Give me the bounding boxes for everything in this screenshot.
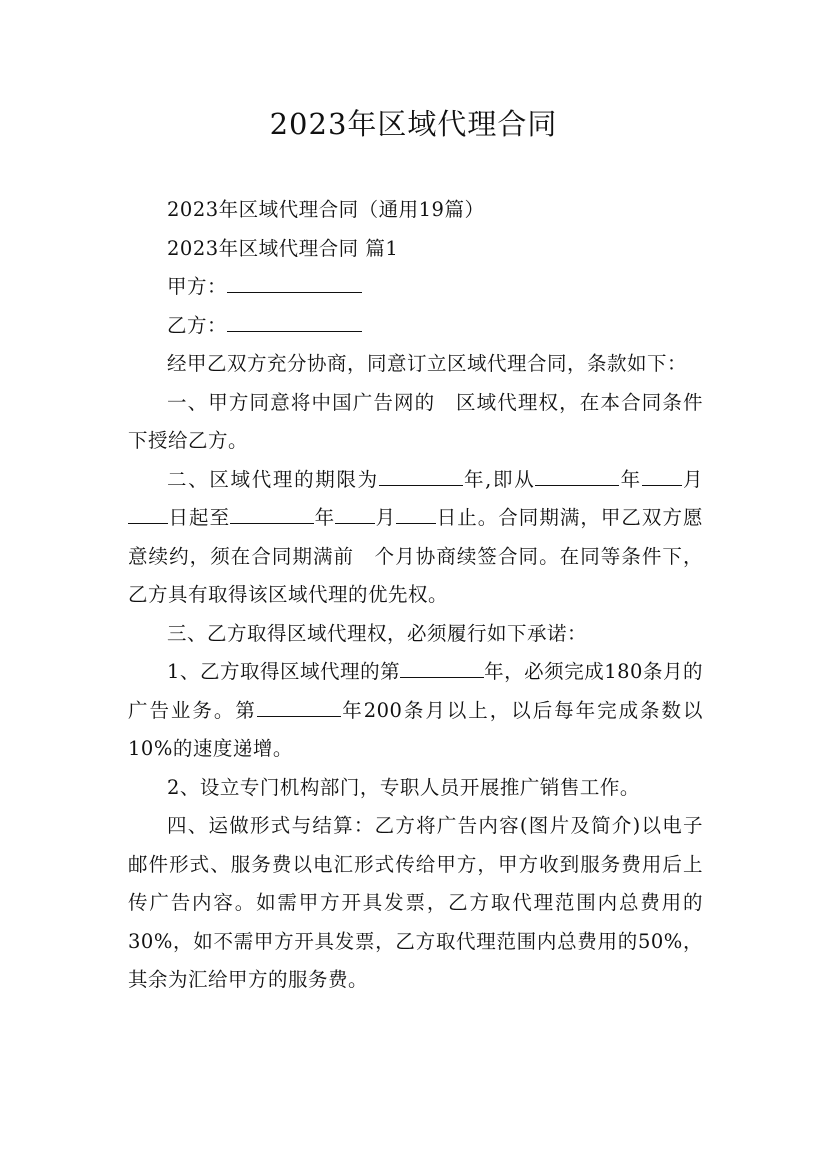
clause-2-text: 年,即从 [462,467,536,491]
end-month-blank [335,503,375,524]
clause-2-text: 日起至 [168,506,231,529]
clause-2-text: 年 [314,506,336,529]
clause-2-text: 月 [681,467,703,491]
party-a-label: 甲方： [167,275,228,298]
clause-3-1 [128,653,703,769]
document-title: 2023年区域代理合同 [269,107,558,141]
party-a-line [128,268,703,307]
start-year-blank [535,465,619,486]
clause-3-2: 2、设立专门机构部门，专职人员开展推广销售工作。 [167,775,640,799]
clause-2-text: 日止。合同期满，甲乙双方愿意续约，须在合同期满前 个月协商续签合同。在同等条件下，乙方具有取得该区域代理的优先权。 [128,506,703,606]
party-b-line [128,307,703,346]
clause-2-text: 月 [375,506,397,529]
start-month-blank [642,465,682,486]
subtitle: 2023年区域代理合同（通用19篇） [167,198,485,221]
party-b-blank [227,311,362,332]
start-day-blank [128,503,168,524]
clause-1: 一、甲方同意将中国广告网的 区域代理权，在本合同条件下授给乙方。 [128,390,703,452]
document-body [128,191,703,1000]
clause-3-1-text: 年200条月以上，以后每年完成条数以10%的速度递增。 [128,698,703,760]
clause-3-1-text: 年，必须完成180条月的广告业务。第 [128,660,703,722]
intro-paragraph: 经甲乙双方充分协商，同意订立区域代理合同，条款如下： [167,352,688,375]
party-a-blank [227,272,362,293]
term-years-blank [379,465,463,486]
second-year-blank [257,696,341,717]
party-b-label: 乙方： [167,313,228,337]
end-day-blank [396,503,436,524]
end-year-blank [230,503,314,524]
clause-3-1-text: 1、乙方取得区域代理的第 [167,660,401,683]
clause-2-text: 二、区域代理的期限为 [167,467,379,491]
clause-2-text: 年 [619,467,642,491]
clause-2 [128,461,703,615]
clause-4: 四、运做形式与结算：乙方将广告内容(图片及简介)以电子邮件形式、服务费以电汇形式传给甲方，甲方收到服务费用后上传广告内容。如需甲方开具发票，乙方取代理范围内总费用的30%，如不需甲方开具发票，乙方取代理范围内总费用的50%，其余为汇给甲方的服务费。 [128,814,703,991]
section-heading: 2023年区域代理合同 篇1 [167,236,399,260]
clause-3: 三、乙方取得区域代理权，必须履行如下承诺： [167,621,588,645]
first-year-blank [400,657,484,678]
